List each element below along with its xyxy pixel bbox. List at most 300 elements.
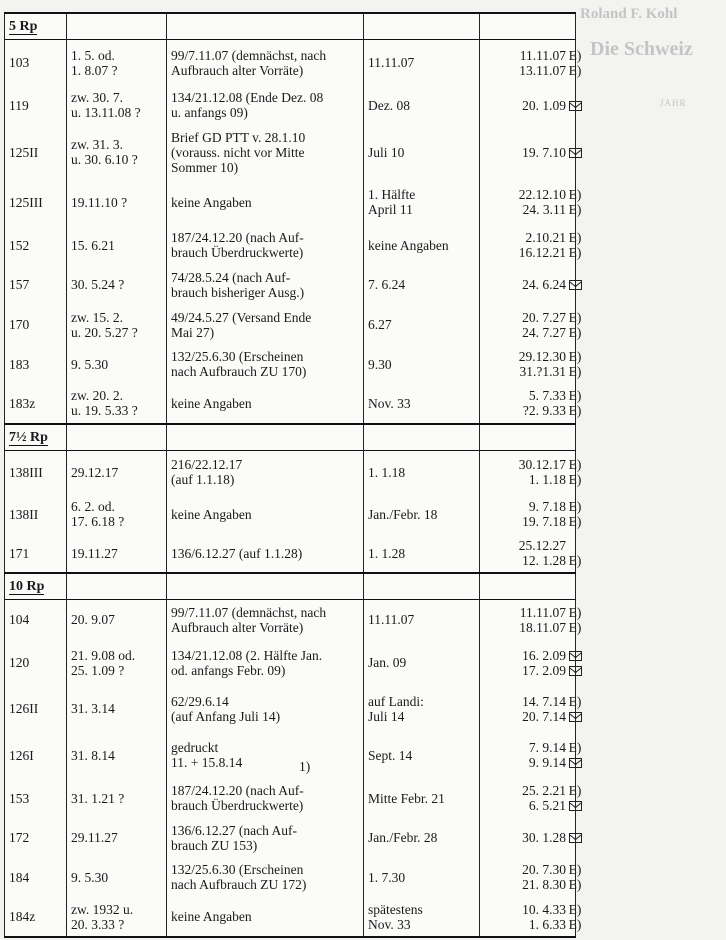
reference-cell: [167, 897, 364, 937]
catalog-number: 125II: [9, 144, 39, 160]
date-mark: E): [568, 693, 582, 709]
reference-line: brauch bisheriger Ausg.): [171, 284, 305, 300]
earliest-date: 16.12.21: [518, 245, 566, 261]
announced-issue-line: spätestens: [368, 901, 423, 917]
reference-line: od. anfangs Febr. 09): [171, 662, 286, 678]
catalog-number: 152: [9, 237, 30, 253]
print-date-line: u. 30. 6.10 ?: [71, 152, 138, 168]
earliest-date-line: [484, 798, 571, 813]
catalog-number-cell: [5, 494, 67, 534]
catalog-number-cell: [5, 226, 67, 266]
earliest-date-line: [484, 324, 582, 340]
earliest-date: 19. 7.10: [522, 144, 566, 160]
reference-line: 99/7.11.07 (demnächst, nach: [171, 604, 327, 620]
print-date-cell: [67, 640, 167, 686]
earliest-date-line: [484, 604, 582, 620]
catalog-number-cell: [5, 384, 67, 424]
earliest-date-line: [484, 457, 582, 473]
catalog-number: 125III: [9, 194, 43, 210]
earliest-date-line: [484, 619, 582, 635]
print-date-line: u. 19. 5.33 ?: [71, 403, 138, 419]
earliest-date: 30. 1.28: [522, 830, 566, 846]
reference-line: nach Aufbrauch ZU 172): [171, 877, 307, 893]
earliest-date-line: [484, 783, 582, 799]
earliest-date: 20. 7.30: [522, 862, 566, 878]
announced-issue-line: 1. 1.18: [368, 464, 406, 480]
earliest-date: 20. 7.27: [522, 309, 566, 325]
announced-issue-line: Jan./Febr. 18: [368, 506, 438, 522]
print-date-line: 31. 1.21 ?: [71, 790, 125, 806]
reference-line: u. anfangs 09): [171, 105, 248, 121]
announced-issue-cell: [364, 897, 480, 937]
reference-line: keine Angaben: [171, 395, 252, 411]
reference-line: brauch Überdruckwerte): [171, 798, 304, 814]
earliest-date-line: [484, 364, 582, 380]
announced-issue-cell: [364, 344, 480, 384]
reference-line: keine Angaben: [171, 909, 252, 925]
print-date-cell: [67, 818, 167, 858]
earliest-date: 18.11.07: [519, 619, 566, 635]
earliest-date: 21. 8.30: [522, 877, 566, 893]
group-header-blank: [480, 424, 576, 450]
print-date-cell: [67, 226, 167, 266]
date-mark: E): [568, 47, 582, 63]
print-date-cell: [67, 778, 167, 818]
date-mark: E): [568, 604, 582, 620]
table-row: [5, 897, 576, 937]
print-date-line: zw. 30. 7.: [71, 90, 123, 106]
earliest-date: 20. 1.09: [522, 97, 566, 113]
reference-cell: [167, 125, 364, 179]
date-mark: E): [568, 349, 582, 365]
earliest-date-line: [484, 309, 582, 325]
earliest-date: 30.12.17: [518, 457, 566, 473]
footnote-ref: 1): [299, 759, 311, 775]
print-date-line: u. 20. 5.27 ?: [71, 324, 138, 340]
catalog-number: 153: [9, 790, 30, 806]
reference-cell: [167, 686, 364, 732]
date-mark: E): [568, 309, 582, 325]
group-label-cell: [5, 573, 67, 599]
announced-issue-line: Mitte Febr. 21: [368, 790, 445, 806]
print-date-line: 30. 5.24 ?: [71, 277, 125, 293]
table-row: [5, 640, 576, 686]
earliest-date: 13.11.07: [519, 62, 566, 78]
reference-line: keine Angaben: [171, 194, 252, 210]
catalog-number: 138II: [9, 506, 39, 522]
reference-cell: [167, 179, 364, 225]
earliest-dates-cell: [480, 39, 582, 85]
earliest-date: 11.11.07: [519, 47, 566, 63]
reference-line: 216/22.12.17: [171, 457, 243, 473]
announced-issue-cell: [364, 384, 480, 424]
catalog-number: 183: [9, 356, 30, 372]
earliest-date: 22.12.10: [518, 187, 566, 203]
earliest-dates-cell: [480, 305, 582, 345]
announced-issue-cell: [364, 450, 480, 494]
reference-cell: [167, 265, 364, 305]
catalog-number: 184: [9, 869, 30, 885]
earliest-dates-cell: [480, 450, 582, 494]
catalog-number: 103: [9, 55, 30, 71]
earliest-date-line: [484, 538, 571, 553]
reference-line: brauch Überdruckwerte): [171, 245, 304, 261]
reference-line: Mai 27): [171, 324, 215, 340]
earliest-date: 1. 1.18: [528, 472, 566, 488]
print-date-line: 19.11.10 ?: [71, 194, 128, 210]
catalog-number-cell: [5, 897, 67, 937]
announced-issue-line: Nov. 33: [368, 395, 411, 411]
catalog-number: 157: [9, 277, 30, 293]
announced-issue-cell: [364, 226, 480, 266]
date-mark: E): [568, 877, 582, 893]
earliest-dates-cell: [480, 600, 582, 640]
stamp-issue-table: [4, 12, 582, 938]
table-row: [5, 179, 576, 225]
print-date-cell: [67, 384, 167, 424]
date-mark: E): [568, 62, 582, 78]
catalog-number: 126I: [9, 747, 34, 763]
reference-line: 99/7.11.07 (demnächst, nach: [171, 47, 327, 63]
group-label-cell: [5, 424, 67, 450]
reference-line: Aufbrauch alter Vorräte): [171, 619, 304, 635]
announced-issue-cell: [364, 179, 480, 225]
date-mark: E): [568, 553, 582, 569]
announced-issue-line: Jan./Febr. 28: [368, 830, 438, 846]
catalog-number-cell: [5, 818, 67, 858]
earliest-date-line: [484, 245, 582, 261]
group-header-blank: [167, 573, 364, 599]
background-header: JAHR: [660, 98, 687, 108]
earliest-date-line: [484, 47, 582, 63]
table-row: [5, 534, 576, 574]
table-row: [5, 450, 576, 494]
announced-issue-line: 7. 6.24: [368, 277, 406, 293]
earliest-dates-cell: [480, 818, 576, 858]
group-header-blank: [67, 13, 167, 39]
reference-cell: [167, 344, 364, 384]
group-label-cell: [5, 13, 67, 39]
date-mark: E): [568, 916, 582, 932]
reference-cell: [167, 640, 364, 686]
table-row: [5, 600, 576, 640]
announced-issue-cell: [364, 600, 480, 640]
earliest-dates-cell: [480, 732, 582, 778]
print-date-cell: [67, 86, 167, 126]
reference-line: 134/21.12.08 (Ende Dez. 08: [171, 90, 324, 106]
earliest-dates-cell: [480, 125, 576, 179]
print-date-line: zw. 31. 3.: [71, 137, 123, 153]
print-date-cell: [67, 125, 167, 179]
group-header-blank: [167, 13, 364, 39]
announced-issue-line: April 11: [368, 202, 413, 218]
date-mark: E): [568, 457, 582, 473]
print-date-line: 25. 1.09 ?: [71, 662, 125, 678]
group-header-blank: [364, 13, 480, 39]
catalog-number-cell: [5, 778, 67, 818]
earliest-date: ?2. 9.33: [522, 403, 566, 419]
print-date-cell: [67, 305, 167, 345]
group-header-blank: [364, 573, 480, 599]
earliest-date-line: [484, 187, 582, 203]
announced-issue-cell: [364, 265, 480, 305]
catalog-number-cell: [5, 305, 67, 345]
earliest-dates-cell: [480, 640, 576, 686]
print-date-cell: [67, 858, 167, 898]
table-row: [5, 344, 576, 384]
print-date-line: 29.11.27: [71, 830, 118, 846]
announced-issue-line: auf Landi:: [368, 693, 424, 709]
group-header-row: [5, 13, 576, 39]
catalog-number: 171: [9, 545, 30, 561]
announced-issue-cell: [364, 125, 480, 179]
catalog-number: 119: [9, 97, 29, 113]
date-mark: E): [568, 783, 582, 799]
print-date-cell: [67, 265, 167, 305]
date-mark: E): [568, 388, 582, 404]
earliest-dates-cell: [480, 384, 582, 424]
background-title: Die Schweiz: [590, 38, 693, 60]
group-label: 5 Rp: [9, 18, 38, 34]
earliest-dates-cell: [480, 858, 582, 898]
print-date-line: 17. 6.18 ?: [71, 514, 125, 529]
envelope-icon: [566, 830, 584, 845]
earliest-date: 7. 9.14: [528, 740, 566, 756]
catalog-number-cell: [5, 600, 67, 640]
group-header-blank: [480, 573, 576, 599]
reference-cell: [167, 534, 364, 574]
announced-issue-line: Jan. 09: [368, 655, 407, 671]
group-header-blank: [364, 424, 480, 450]
envelope-icon: [566, 98, 584, 113]
reference-cell: [167, 858, 364, 898]
print-date-line: 19.11.27: [71, 545, 118, 561]
catalog-number: 184z: [9, 909, 36, 925]
date-mark: E): [568, 187, 582, 203]
earliest-dates-cell: [480, 686, 582, 732]
earliest-date-line: [484, 693, 582, 709]
print-date-cell: [67, 600, 167, 640]
announced-issue-line: Nov. 33: [368, 916, 411, 932]
print-date-line: 6. 2. od.: [71, 499, 115, 514]
catalog-number-cell: [5, 732, 67, 778]
envelope-icon: [566, 145, 584, 160]
print-date-line: zw. 15. 2.: [71, 309, 123, 325]
reference-line: 62/29.6.14: [171, 693, 229, 709]
announced-issue-line: Juli 14: [368, 708, 405, 724]
earliest-date-line: [484, 499, 582, 514]
earliest-dates-cell: [480, 265, 576, 305]
table-row: [5, 818, 576, 858]
print-date-cell: [67, 686, 167, 732]
earliest-date: 25.12.27: [518, 538, 566, 554]
group-header-row: [5, 424, 576, 450]
reference-line: 49/24.5.27 (Versand Ende: [171, 309, 312, 325]
envelope-icon: [566, 709, 584, 724]
earliest-date: 10. 4.33: [522, 901, 566, 917]
earliest-date: 9. 9.14: [528, 755, 566, 771]
earliest-date: 14. 7.14: [522, 693, 566, 709]
catalog-number-cell: [5, 640, 67, 686]
group-header-blank: [480, 13, 576, 39]
group-header-row: [5, 573, 576, 599]
print-date-cell: [67, 494, 167, 534]
print-date-line: u. 13.11.08 ?: [71, 105, 141, 121]
earliest-date: 20. 7.14: [522, 708, 566, 724]
print-date-line: 31. 8.14: [71, 747, 115, 763]
announced-issue-line: 9.30: [368, 356, 392, 372]
date-mark: E): [568, 619, 582, 635]
reference-line: 136/6.12.27 (auf 1.1.28): [171, 545, 303, 561]
date-mark: E): [568, 514, 582, 529]
earliest-date-line: [484, 202, 582, 218]
reference-line: 187/24.12.20 (nach Auf-: [171, 230, 304, 246]
earliest-date: 5. 7.33: [528, 388, 566, 404]
announced-issue-line: Juli 10: [368, 144, 405, 160]
date-mark: E): [568, 499, 582, 514]
catalog-number: 183z: [9, 395, 36, 411]
reference-cell: [167, 494, 364, 534]
print-date-line: 20. 9.07: [71, 612, 115, 628]
catalog-number-cell: [5, 179, 67, 225]
reference-cell: [167, 384, 364, 424]
date-mark: E): [568, 245, 582, 261]
catalog-number-cell: [5, 450, 67, 494]
announced-issue-cell: [364, 686, 480, 732]
date-mark: E): [568, 364, 582, 380]
catalog-number: 170: [9, 317, 30, 333]
reference-line: brauch ZU 153): [171, 837, 258, 853]
print-date-line: 15. 6.21: [71, 237, 115, 253]
announced-issue-cell: [364, 818, 480, 858]
earliest-date: 11.11.07: [519, 604, 566, 620]
earliest-date: 24. 6.24: [522, 277, 566, 293]
reference-line: Brief GD PTT v. 28.1.10: [171, 129, 306, 145]
earliest-date-line: [484, 388, 582, 404]
table-row: [5, 494, 576, 534]
table-row: [5, 305, 576, 345]
catalog-number-cell: [5, 344, 67, 384]
earliest-date: 1. 6.33: [528, 916, 566, 932]
announced-issue-line: 11.11.07: [368, 55, 415, 71]
table-row: [5, 858, 576, 898]
earliest-dates-cell: [480, 534, 582, 574]
date-mark: E): [568, 901, 582, 917]
reference-cell: [167, 600, 364, 640]
catalog-number: 172: [9, 830, 30, 846]
announced-issue-cell: [364, 732, 480, 778]
earliest-date-line: [484, 862, 582, 878]
print-date-line: zw. 20. 2.: [71, 388, 123, 404]
envelope-icon: [566, 663, 584, 678]
earliest-date: 25. 2.21: [522, 783, 566, 799]
date-mark: E): [568, 472, 582, 488]
reference-line: (auf Anfang Juli 14): [171, 708, 281, 724]
group-header-blank: [167, 424, 364, 450]
envelope-icon: [566, 798, 584, 813]
earliest-date-line: [484, 648, 571, 663]
date-mark: E): [568, 862, 582, 878]
table-row: [5, 226, 576, 266]
print-date-cell: [67, 732, 167, 778]
print-date-line: 29.12.17: [71, 464, 119, 480]
catalog-number-cell: [5, 858, 67, 898]
catalog-number-cell: [5, 125, 67, 179]
print-date-line: 1. 8.07 ?: [71, 62, 118, 78]
reference-line: 187/24.12.20 (nach Auf-: [171, 783, 304, 799]
earliest-date-line: [484, 901, 582, 917]
earliest-dates-cell: [480, 778, 582, 818]
announced-issue-cell: [364, 305, 480, 345]
reference-line: 11. + 15.8.14: [171, 755, 243, 771]
earliest-date-line: [484, 98, 571, 113]
earliest-date: 6. 5.21: [528, 798, 566, 814]
earliest-date: 2.10.21: [525, 230, 566, 246]
reference-line: 132/25.6.30 (Erscheinen: [171, 862, 304, 878]
announced-issue-line: 6.27: [368, 317, 392, 333]
print-date-line: 9. 5.30: [71, 356, 109, 372]
group-label: 10 Rp: [9, 579, 45, 595]
reference-cell: [167, 450, 364, 494]
print-date-line: 20. 3.33 ?: [71, 916, 125, 932]
print-date-line: 9. 5.30: [71, 869, 109, 885]
table-row: [5, 384, 576, 424]
earliest-date-line: [484, 663, 571, 678]
announced-issue-line: 1. Hälfte: [368, 187, 416, 203]
reference-line: (auf 1.1.18): [171, 472, 235, 488]
catalog-number: 126II: [9, 701, 39, 717]
print-date-line: 1. 5. od.: [71, 47, 115, 63]
reference-cell: [167, 732, 364, 778]
earliest-date-line: [484, 514, 582, 529]
earliest-dates-cell: [480, 226, 582, 266]
reference-cell: [167, 86, 364, 126]
group-header-blank: [67, 573, 167, 599]
catalog-number-cell: [5, 534, 67, 574]
reference-line: Sommer 10): [171, 159, 239, 175]
announced-issue-line: keine Angaben: [368, 237, 449, 253]
table-row: [5, 39, 576, 85]
table-row: [5, 265, 576, 305]
announced-issue-cell: [364, 494, 480, 534]
print-date-cell: [67, 179, 167, 225]
announced-issue-cell: [364, 86, 480, 126]
earliest-date-line: [484, 709, 571, 724]
envelope-icon: [566, 277, 584, 292]
announced-issue-cell: [364, 534, 480, 574]
table-row: [5, 86, 576, 126]
earliest-date-line: [484, 230, 582, 246]
announced-issue-cell: [364, 858, 480, 898]
print-date-cell: [67, 897, 167, 937]
earliest-date-line: [484, 472, 582, 488]
earliest-date: 16. 2.09: [522, 647, 566, 663]
reference-line: 74/28.5.24 (nach Auf-: [171, 269, 291, 285]
earliest-date-line: [484, 553, 582, 569]
announced-issue-line: 1. 1.28: [368, 545, 406, 561]
print-date-cell: [67, 344, 167, 384]
catalog-number-cell: [5, 39, 67, 85]
date-mark: E): [568, 403, 582, 419]
earliest-date: 9. 7.18: [528, 499, 566, 514]
reference-line: gedruckt: [171, 740, 219, 756]
earliest-date-line: [484, 877, 582, 893]
table-row: [5, 686, 576, 732]
envelope-icon: [566, 648, 584, 663]
reference-cell: [167, 778, 364, 818]
table-row: [5, 125, 576, 179]
announced-issue-line: Dez. 08: [368, 97, 410, 113]
